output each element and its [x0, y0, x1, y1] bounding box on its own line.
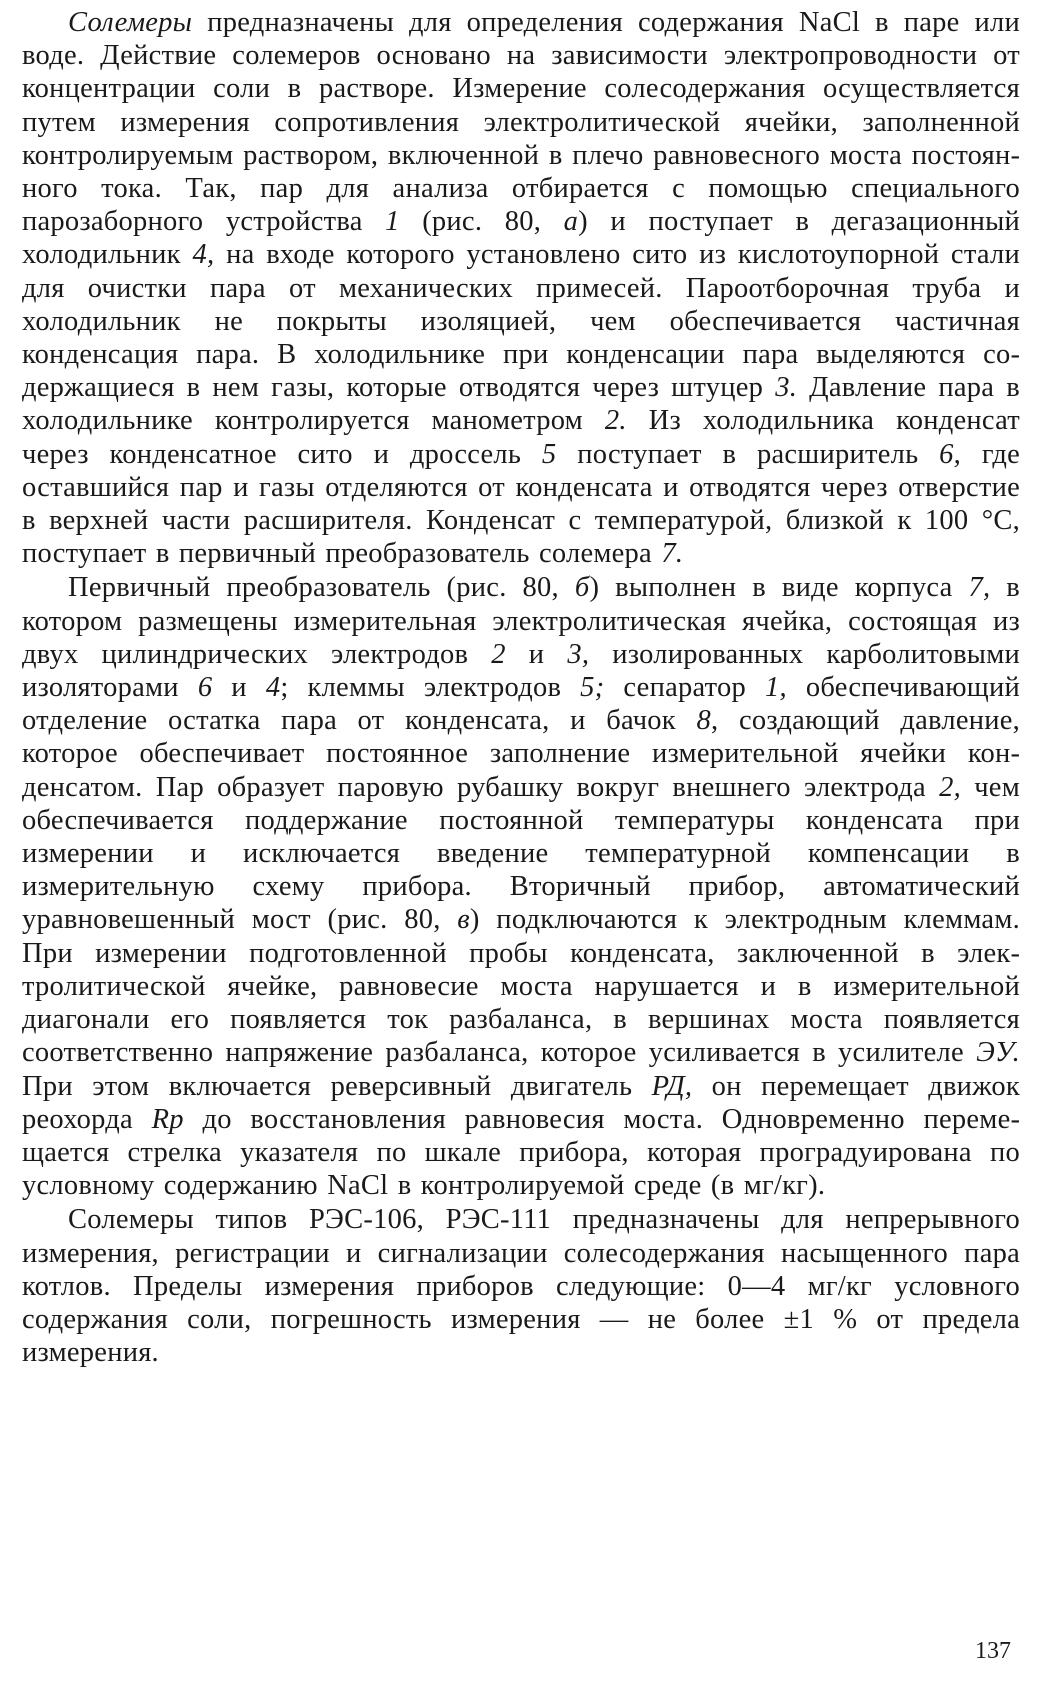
italic-reference: Rp	[151, 1103, 184, 1135]
italic-reference: 4,	[192, 239, 215, 271]
text-run: (рис. 80,	[399, 206, 564, 238]
text-run: ; клеммы электродов	[280, 672, 581, 704]
italic-reference: 3,	[567, 638, 590, 670]
text-run: где оставшийся пар и газы отделяются от конденсата и отводятся через отверстие в верхней части расширителя. Конденсат с температурой, близкой к 100 °С, поступает в первичный преобразователь солемера	[22, 438, 1020, 570]
italic-reference: 3.	[775, 372, 798, 404]
italic-reference: в	[457, 904, 470, 936]
italic-reference: 5;	[580, 672, 605, 704]
text-run: чем обеспечивается поддержание постоянной температуры конденсата при измерении и исключается введение температурной компенсации в измерительную схему прибора. Вторичный прибор, автоматический уравновешенный мост (рис. 80,	[22, 771, 1020, 936]
text-run: обеспечивающий отделение остатка пара от конденсата, и бачок	[22, 672, 1020, 737]
text-run: ) выполнен в виде корпуса	[589, 572, 969, 604]
text-run: и	[212, 672, 266, 704]
text-run: ) и поступает в дегазационный холодильник	[22, 206, 1020, 271]
italic-reference: 2.	[604, 405, 627, 437]
italic-reference: 1,	[764, 672, 787, 704]
italic-reference: 8	[696, 705, 712, 737]
italic-reference: а	[563, 206, 579, 238]
italic-reference: 6	[197, 672, 213, 704]
page-number: 137	[975, 1638, 1011, 1664]
italic-reference: Солемеры	[68, 7, 193, 38]
paragraph-res-models	[22, 1203, 1020, 1369]
text-run: предназначены для определения содержания NaCl в паре или воде. Действие солемеров основано на зависимости электропроводности от концентрации соли в растворе. Измерение солесодержания осуществляется путем измерения сопротивления электролитической ячейки, заполненной контролируемым раствором, включенной в плечо равновесного моста постоянного тока. Так, пар для анализа отбирается с помощью специального парозаборного устройства	[22, 7, 1020, 238]
italic-reference: 7,	[968, 572, 991, 604]
italic-reference: РД,	[651, 1070, 693, 1102]
text-run: Первичный преобразователь (рис. 80,	[68, 572, 575, 604]
italic-reference: 1	[385, 206, 400, 238]
page-body	[22, 6, 1020, 1369]
italic-reference: 5	[541, 438, 557, 470]
text-run: поступает в расширитель	[556, 438, 940, 470]
italic-reference: 7.	[661, 538, 684, 570]
paragraph-salt-meters-intro	[22, 6, 1020, 570]
text-run: в котором размещены измерительная электролитическая ячейка, состоящая из двух цилиндрических электродов	[22, 572, 1020, 670]
italic-reference: 2	[491, 638, 506, 670]
text-run: изолированных карболитовыми изоляторами	[22, 638, 1020, 704]
text-run: Давление пара в холодильнике контролируется манометром	[22, 372, 1020, 437]
italic-reference: б	[574, 572, 590, 604]
italic-reference: 2,	[939, 771, 962, 803]
text-run: , создающий давление, которое обеспечивает постоянное заполнение измерительной ячейки конденсатом. Пар образует паровую рубашку вокруг внешнего электрода	[22, 705, 1020, 803]
paragraph-primary-converter	[22, 571, 1020, 1202]
text-run: сепаратор	[604, 672, 765, 704]
text-run: он перемещает движок реохорда	[22, 1070, 1020, 1135]
text-run: При этом включается реверсивный двигатель	[22, 1070, 652, 1102]
text-run: до восстановления равновесия моста. Одновременно перемещается стрелка указателя по шкале прибора, которая проградуирована по условному содержанию NaCl в контролируемой среде (в мг/кг).	[22, 1103, 1020, 1202]
text-run: ) подключаются к электродным клеммам. При измерении подготовленной пробы конденсата, заключенной в электролитической ячейке, равновесие моста нарушается и в измерительной диагонали его появляется ток разбаланса, в вершинах моста появляется соответственно напряжение разбаланса, которое усиливается в усилителе	[22, 904, 1020, 1069]
text-run: Из холодильника конденсат через конденсатное сито и дроссель	[22, 405, 1020, 470]
text-run: Солемеры типов РЭС-106, РЭС-111 предназначены для непрерывного измерения, регистрации и сигнализации солесодержания насыщенного пара котлов. Пределы измерения приборов следующие: 0—4 мг/кг условного содержания соли, погрешность измерения — не более ±1 % от предела измерения.	[22, 1204, 1020, 1369]
italic-reference: 6,	[939, 438, 962, 470]
italic-reference: ЭУ.	[976, 1037, 1020, 1069]
text-run: и	[505, 638, 568, 670]
text-run: на входе которого установлено сито из кислотоупорной стали для очистки пара от механических примесей. Пароотборочная труба и холодильник не покрыты изоляцией, чем обеспечивается частичная конденсация пара. В холодильнике при конденсации пара выделяются содержащиеся в нем газы, которые отводятся через штуцер	[22, 239, 1020, 404]
italic-reference: 4	[265, 672, 281, 704]
